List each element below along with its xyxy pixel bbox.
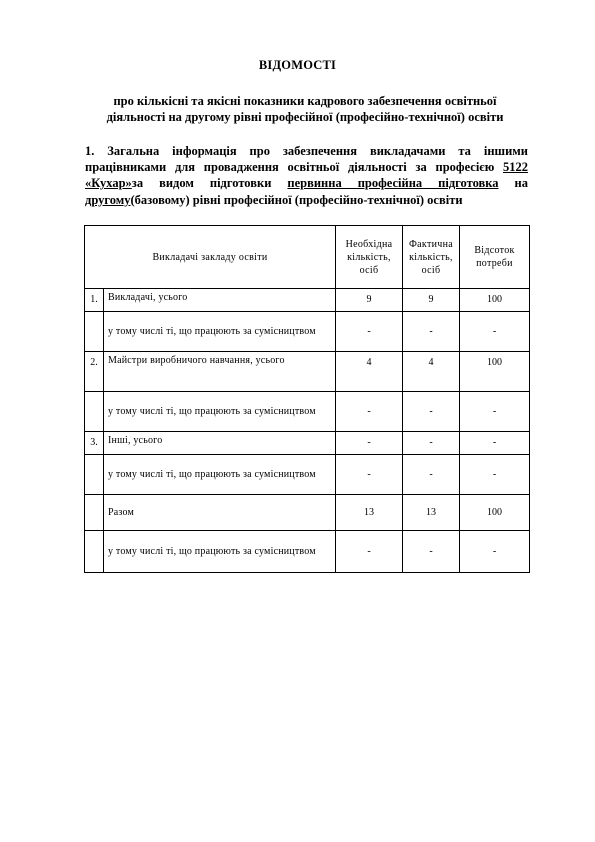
table-row	[85, 432, 530, 455]
table-row	[85, 352, 530, 392]
staffing-table	[84, 225, 530, 573]
row-number	[85, 495, 104, 531]
row-actual: 9	[403, 289, 460, 312]
table-row	[85, 312, 530, 352]
header-teachers: Викладачі закладу освіти	[85, 226, 336, 289]
intro-text-3: на	[498, 176, 528, 191]
row-number	[85, 455, 104, 495]
row-label: у тому числі ті, що працюють за сумісництвом	[104, 392, 336, 432]
row-required: 4	[336, 352, 403, 392]
document-title: ВІДОМОСТІ	[258, 58, 337, 72]
table-row	[85, 289, 530, 312]
row-percent: -	[460, 455, 530, 495]
row-label: Разом	[104, 495, 336, 531]
row-percent: 100	[460, 289, 530, 312]
row-actual: -	[403, 432, 460, 455]
intro-text-2: за видом підготовки	[131, 176, 288, 191]
training-type: первинна професійна підготовка	[287, 176, 499, 191]
intro-number: 1.	[85, 144, 95, 158]
row-percent: -	[460, 312, 530, 352]
row-number	[85, 392, 104, 432]
subtitle-line-2: діяльності на другому рівні професійної (професійно-технічної) освіти	[106, 110, 504, 124]
row-actual: -	[403, 531, 460, 573]
intro-text-1: Загальна інформація про забезпечення викладачами та іншими працівниками для провадження освітньої діяльності за професією	[85, 144, 528, 175]
row-required: -	[336, 455, 403, 495]
document-subtitle	[40, 93, 570, 125]
row-required: -	[336, 392, 403, 432]
row-actual: 13	[403, 495, 460, 531]
education-level: другому	[85, 192, 131, 207]
row-percent: 100	[460, 352, 530, 392]
row-required: -	[336, 312, 403, 352]
table-header-row	[85, 226, 530, 289]
row-label: у тому числі ті, що працюють за сумісництвом	[104, 455, 336, 495]
row-label: Інші, усього	[104, 432, 336, 455]
row-number: 3.	[85, 432, 104, 455]
intro-paragraph	[85, 143, 528, 208]
row-label: у тому числі ті, що працюють за сумісництвом	[104, 531, 336, 573]
row-required: -	[336, 531, 403, 573]
row-required: -	[336, 432, 403, 455]
header-required: Необхідна кількість, осіб	[336, 226, 403, 289]
row-percent: -	[460, 531, 530, 573]
row-number: 1.	[85, 289, 104, 312]
subtitle-line-1: про кількісні та якісні показники кадрового забезпечення освітньої	[113, 94, 497, 108]
row-label: Майстри виробничого навчання, усього	[104, 352, 336, 392]
row-actual: -	[403, 392, 460, 432]
row-percent: -	[460, 432, 530, 455]
row-required: 9	[336, 289, 403, 312]
table-row	[85, 531, 530, 573]
profession-name: «Кухар»	[85, 176, 132, 191]
table-row	[85, 392, 530, 432]
row-percent: -	[460, 392, 530, 432]
row-actual: 4	[403, 352, 460, 392]
profession-code: 5122	[503, 160, 528, 175]
row-required: 13	[336, 495, 403, 531]
row-number	[85, 531, 104, 573]
table-row	[85, 495, 530, 531]
row-percent: 100	[460, 495, 530, 531]
row-number	[85, 312, 104, 352]
row-actual: -	[403, 455, 460, 495]
intro-text-4: (базовому) рівні професійної (професійно-технічної) освіти	[130, 192, 463, 207]
header-percent: Відсоток потреби	[460, 226, 530, 289]
row-actual: -	[403, 312, 460, 352]
row-label: Викладачі, усього	[104, 289, 336, 312]
row-label: у тому числі ті, що працюють за сумісництвом	[104, 312, 336, 352]
row-number: 2.	[85, 352, 104, 392]
table-row	[85, 455, 530, 495]
header-actual: Фактична кількість, осіб	[403, 226, 460, 289]
